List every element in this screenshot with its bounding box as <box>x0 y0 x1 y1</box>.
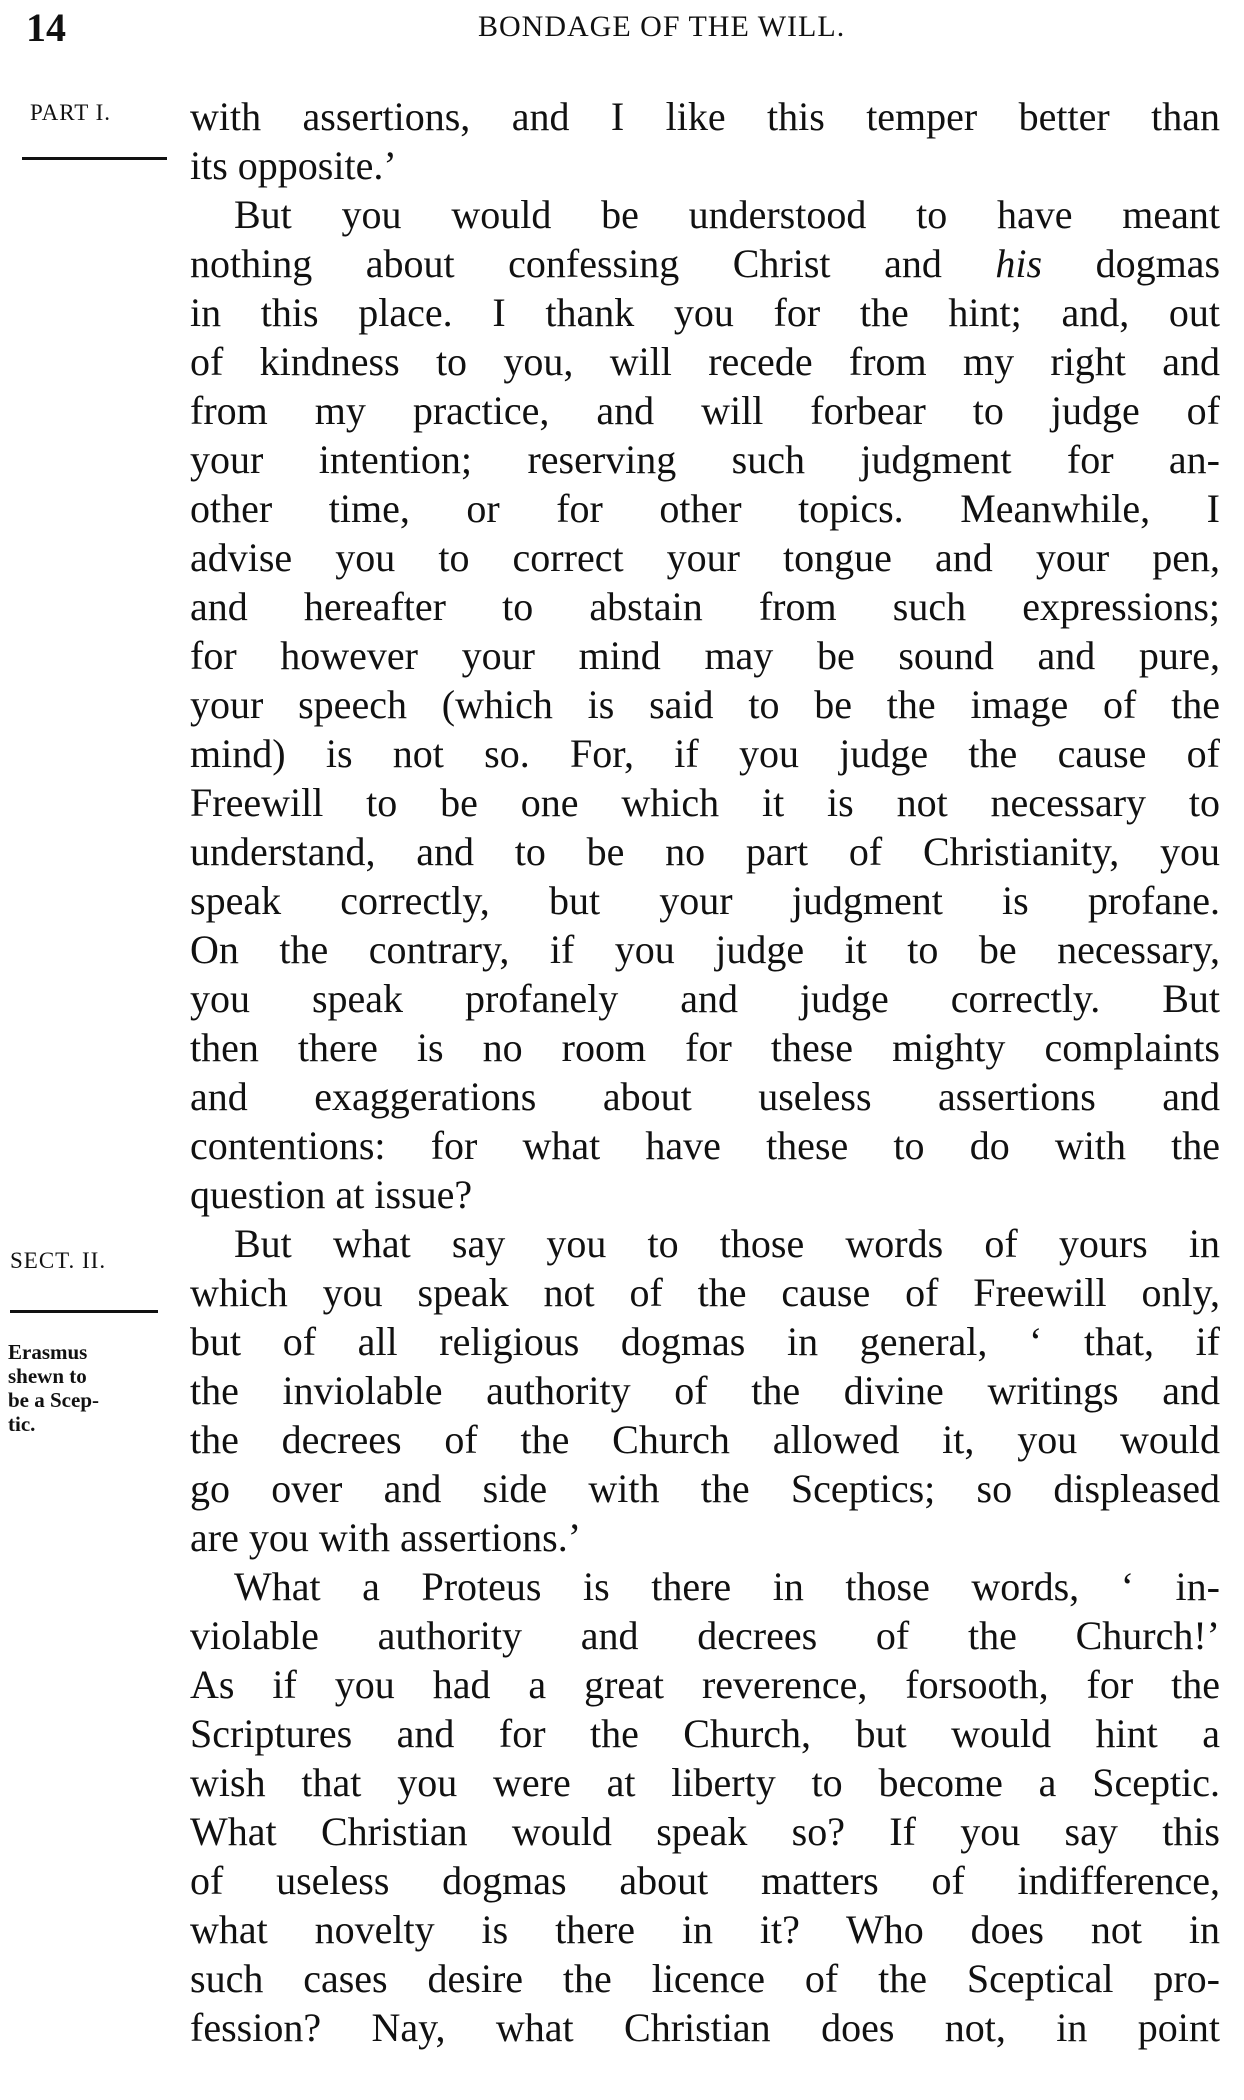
text-line: and exaggerations about useless assertions and <box>190 1074 1220 1119</box>
text-line: What a Proteus is there in those words, ‘ in- <box>234 1564 1220 1609</box>
text-line: your intention; reserving such judgment for an- <box>190 437 1220 482</box>
sect-note-line: be a Scep- <box>8 1388 99 1412</box>
text-line: in this place. I thank you for the hint; and, out <box>190 290 1220 335</box>
text-line: you speak profanely and judge correctly. But <box>190 976 1220 1021</box>
text-line: of useless dogmas about matters of indifference, <box>190 1858 1220 1903</box>
text-line: what novelty is there in it? Who does not in <box>190 1907 1220 1952</box>
text-line: the inviolable authority of the divine writings and <box>190 1368 1220 1413</box>
text-line: other time, or for other topics. Meanwhile, I <box>190 486 1220 531</box>
text-line: such cases desire the licence of the Sceptical pro- <box>190 1956 1220 2001</box>
text-line: which you speak not of the cause of Freewill only, <box>190 1270 1220 1315</box>
text-line: speak correctly, but your judgment is profane. <box>190 878 1220 923</box>
text-line: nothing about confessing Christ and his dogmas <box>190 241 1221 286</box>
text-line: Scriptures and for the Church, but would hint a <box>190 1711 1220 1756</box>
part-label: PART I. <box>30 100 112 125</box>
text-line: violable authority and decrees of the Church!’ <box>190 1613 1220 1658</box>
text-line: mind) is not so. For, if you judge the cause of <box>190 731 1220 776</box>
sect-note-line: Erasmus <box>8 1340 88 1364</box>
text-line: are you with assertions.’ <box>190 1515 582 1560</box>
page-number: 14 <box>26 5 66 50</box>
text-line: But you would be understood to have meant <box>234 192 1220 237</box>
sect-note-line: tic. <box>8 1412 36 1436</box>
part-rule <box>22 157 167 160</box>
body-text <box>190 92 1220 2052</box>
running-head: BONDAGE OF THE WILL. <box>478 10 846 43</box>
text-line: with assertions, and I like this temper better than <box>190 94 1220 139</box>
text-line: As if you had a great reverence, forsooth, for the <box>190 1662 1220 1707</box>
text-line: go over and side with the Sceptics; so displeased <box>190 1466 1220 1511</box>
text-line: its opposite.’ <box>190 143 397 188</box>
text-line: then there is no room for these mighty complaints <box>190 1025 1220 1070</box>
text-line: contentions: for what have these to do with the <box>190 1123 1220 1168</box>
text-line: But what say you to those words of yours in <box>234 1221 1220 1266</box>
text-line: advise you to correct your tongue and your pen, <box>190 535 1220 580</box>
text-line: fession? Nay, what Christian does not, in point <box>190 2005 1220 2050</box>
text-line: but of all religious dogmas in general, ‘ that, if <box>190 1319 1220 1364</box>
text-line: understand, and to be no part of Christianity, you <box>190 829 1220 874</box>
text-line: question at issue? <box>190 1172 473 1217</box>
sect-label: SECT. II. <box>10 1248 107 1273</box>
text-line: from my practice, and will forbear to judge of <box>190 388 1220 433</box>
text-line: wish that you were at liberty to become a Sceptic. <box>190 1760 1220 1805</box>
sect-rule <box>10 1310 158 1313</box>
text-line: your speech (which is said to be the image of the <box>190 682 1220 727</box>
text-line: for however your mind may be sound and pure, <box>190 633 1220 678</box>
sect-note <box>8 1340 99 1436</box>
sect-note-line: shewn to <box>8 1364 87 1388</box>
text-line: On the contrary, if you judge it to be necessary, <box>190 927 1220 972</box>
text-line: the decrees of the Church allowed it, you would <box>190 1417 1220 1462</box>
text-line: and hereafter to abstain from such expressions; <box>190 584 1220 629</box>
text-line: Freewill to be one which it is not necessary to <box>190 780 1220 825</box>
text-line: of kindness to you, will recede from my right and <box>190 339 1220 384</box>
text-line: What Christian would speak so? If you say this <box>190 1809 1220 1854</box>
